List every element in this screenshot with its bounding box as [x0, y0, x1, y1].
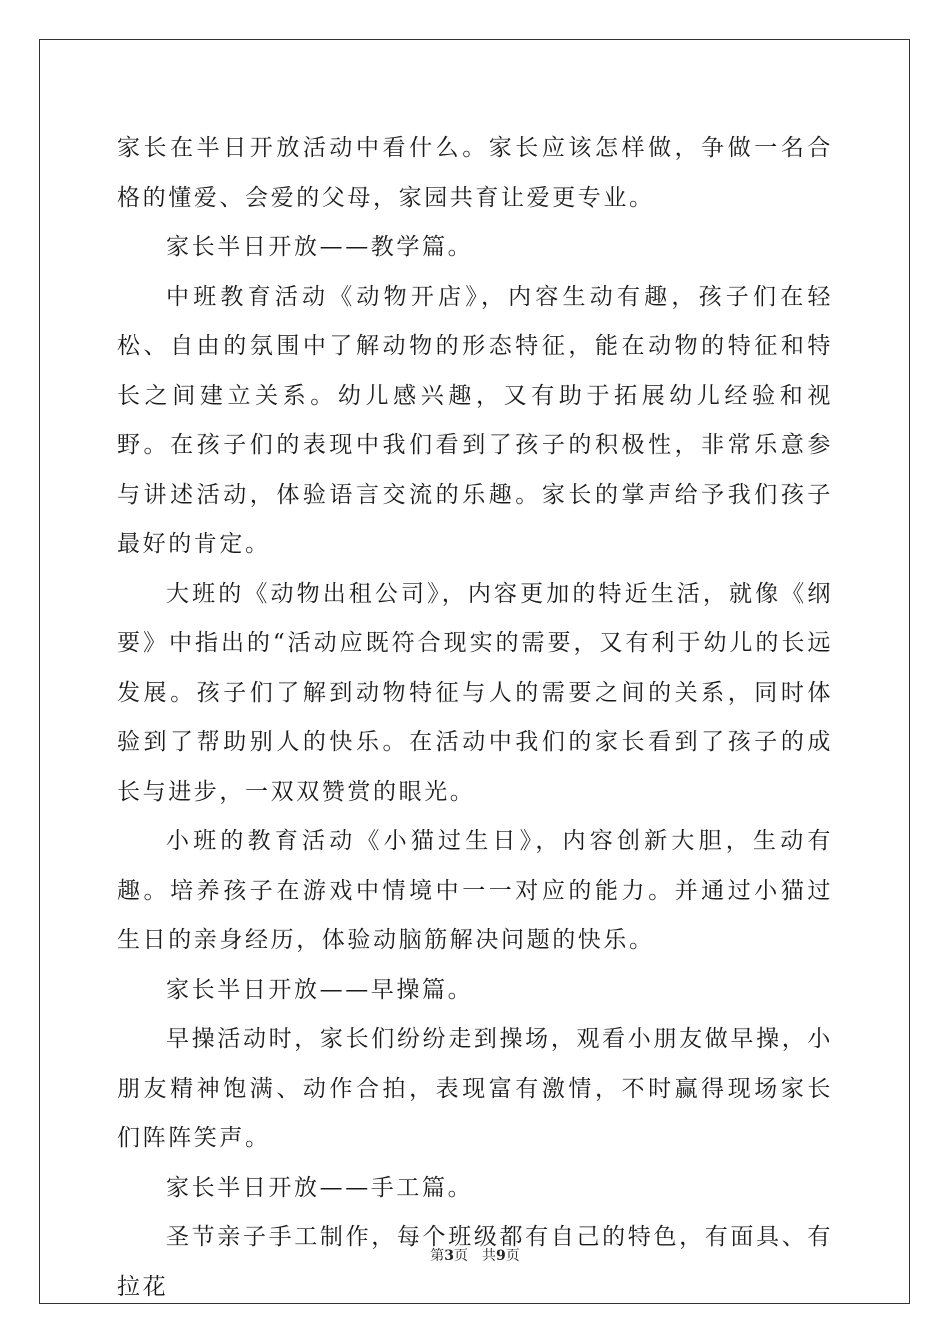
page-total: 9 [496, 1248, 506, 1264]
section-heading-morning-exercise: 家长半日开放——早操篇。 [166, 976, 474, 1003]
paragraph-1: 家长在半日开放活动中看什么。家长应该怎样做，争做一名合格的懂爱、会爱的父母，家园共育让爱更专业。 [117, 135, 833, 211]
page-current: 3 [444, 1248, 454, 1264]
paragraph-morning-exercise: 早操活动时，家长们纷纷走到操场，观看小朋友做早操，小朋友精神饱满、动作合拍，表现富有激情，不时赢得现场家长们阵阵笑声。 [117, 1026, 833, 1151]
section-heading-handcraft: 家长半日开放——手工篇。 [166, 1174, 474, 1201]
document-body [117, 124, 833, 1312]
total-suffix: 页 [505, 1248, 520, 1264]
section-heading-teaching: 家长半日开放——教学篇。 [166, 234, 474, 260]
paragraph-middle-class: 中班教育活动《动物开店》，内容生动有趣，孩子们在轻松、自由的氛围中了解动物的形态特征，能在动物的特征和特长之间建立关系。幼儿感兴趣，又有助于拓展幼儿经验和视野。在孩子们的表现中我们看到了孩子的积极性，非常乐意参与讲述活动，体验语言交流的乐趣。家长的掌声给予我们孩子最好的肯定。 [117, 283, 833, 557]
paragraph-junior-class: 小班的教育活动《小猫过生日》，内容创新大胆，生动有趣。培养孩子在游戏中情境中一一对应的能力。并通过小猫过生日的亲身经历，体验动脑筋解决问题的快乐。 [117, 828, 833, 953]
page-footer [0, 1246, 950, 1266]
page-prefix: 第 [430, 1248, 445, 1264]
page-suffix: 页 [454, 1248, 468, 1264]
total-prefix: 共 [482, 1248, 496, 1264]
paragraph-senior-class: 大班的《动物出租公司》，内容更加的特近生活，就像《纲要》中指出的“活动应既符合现实的需要，又有利于幼儿的长远发展。孩子们了解到动物特征与人的需要之间的关系，同时体验到了帮助别人的快乐。在活动中我们的家长看到了孩子的成长与进步，一双双赞赏的眼光。 [117, 580, 833, 805]
paragraph-handcraft: 圣节亲子手工制作，每个班级都有自己的特色，有面具、有拉花 [117, 1224, 833, 1300]
